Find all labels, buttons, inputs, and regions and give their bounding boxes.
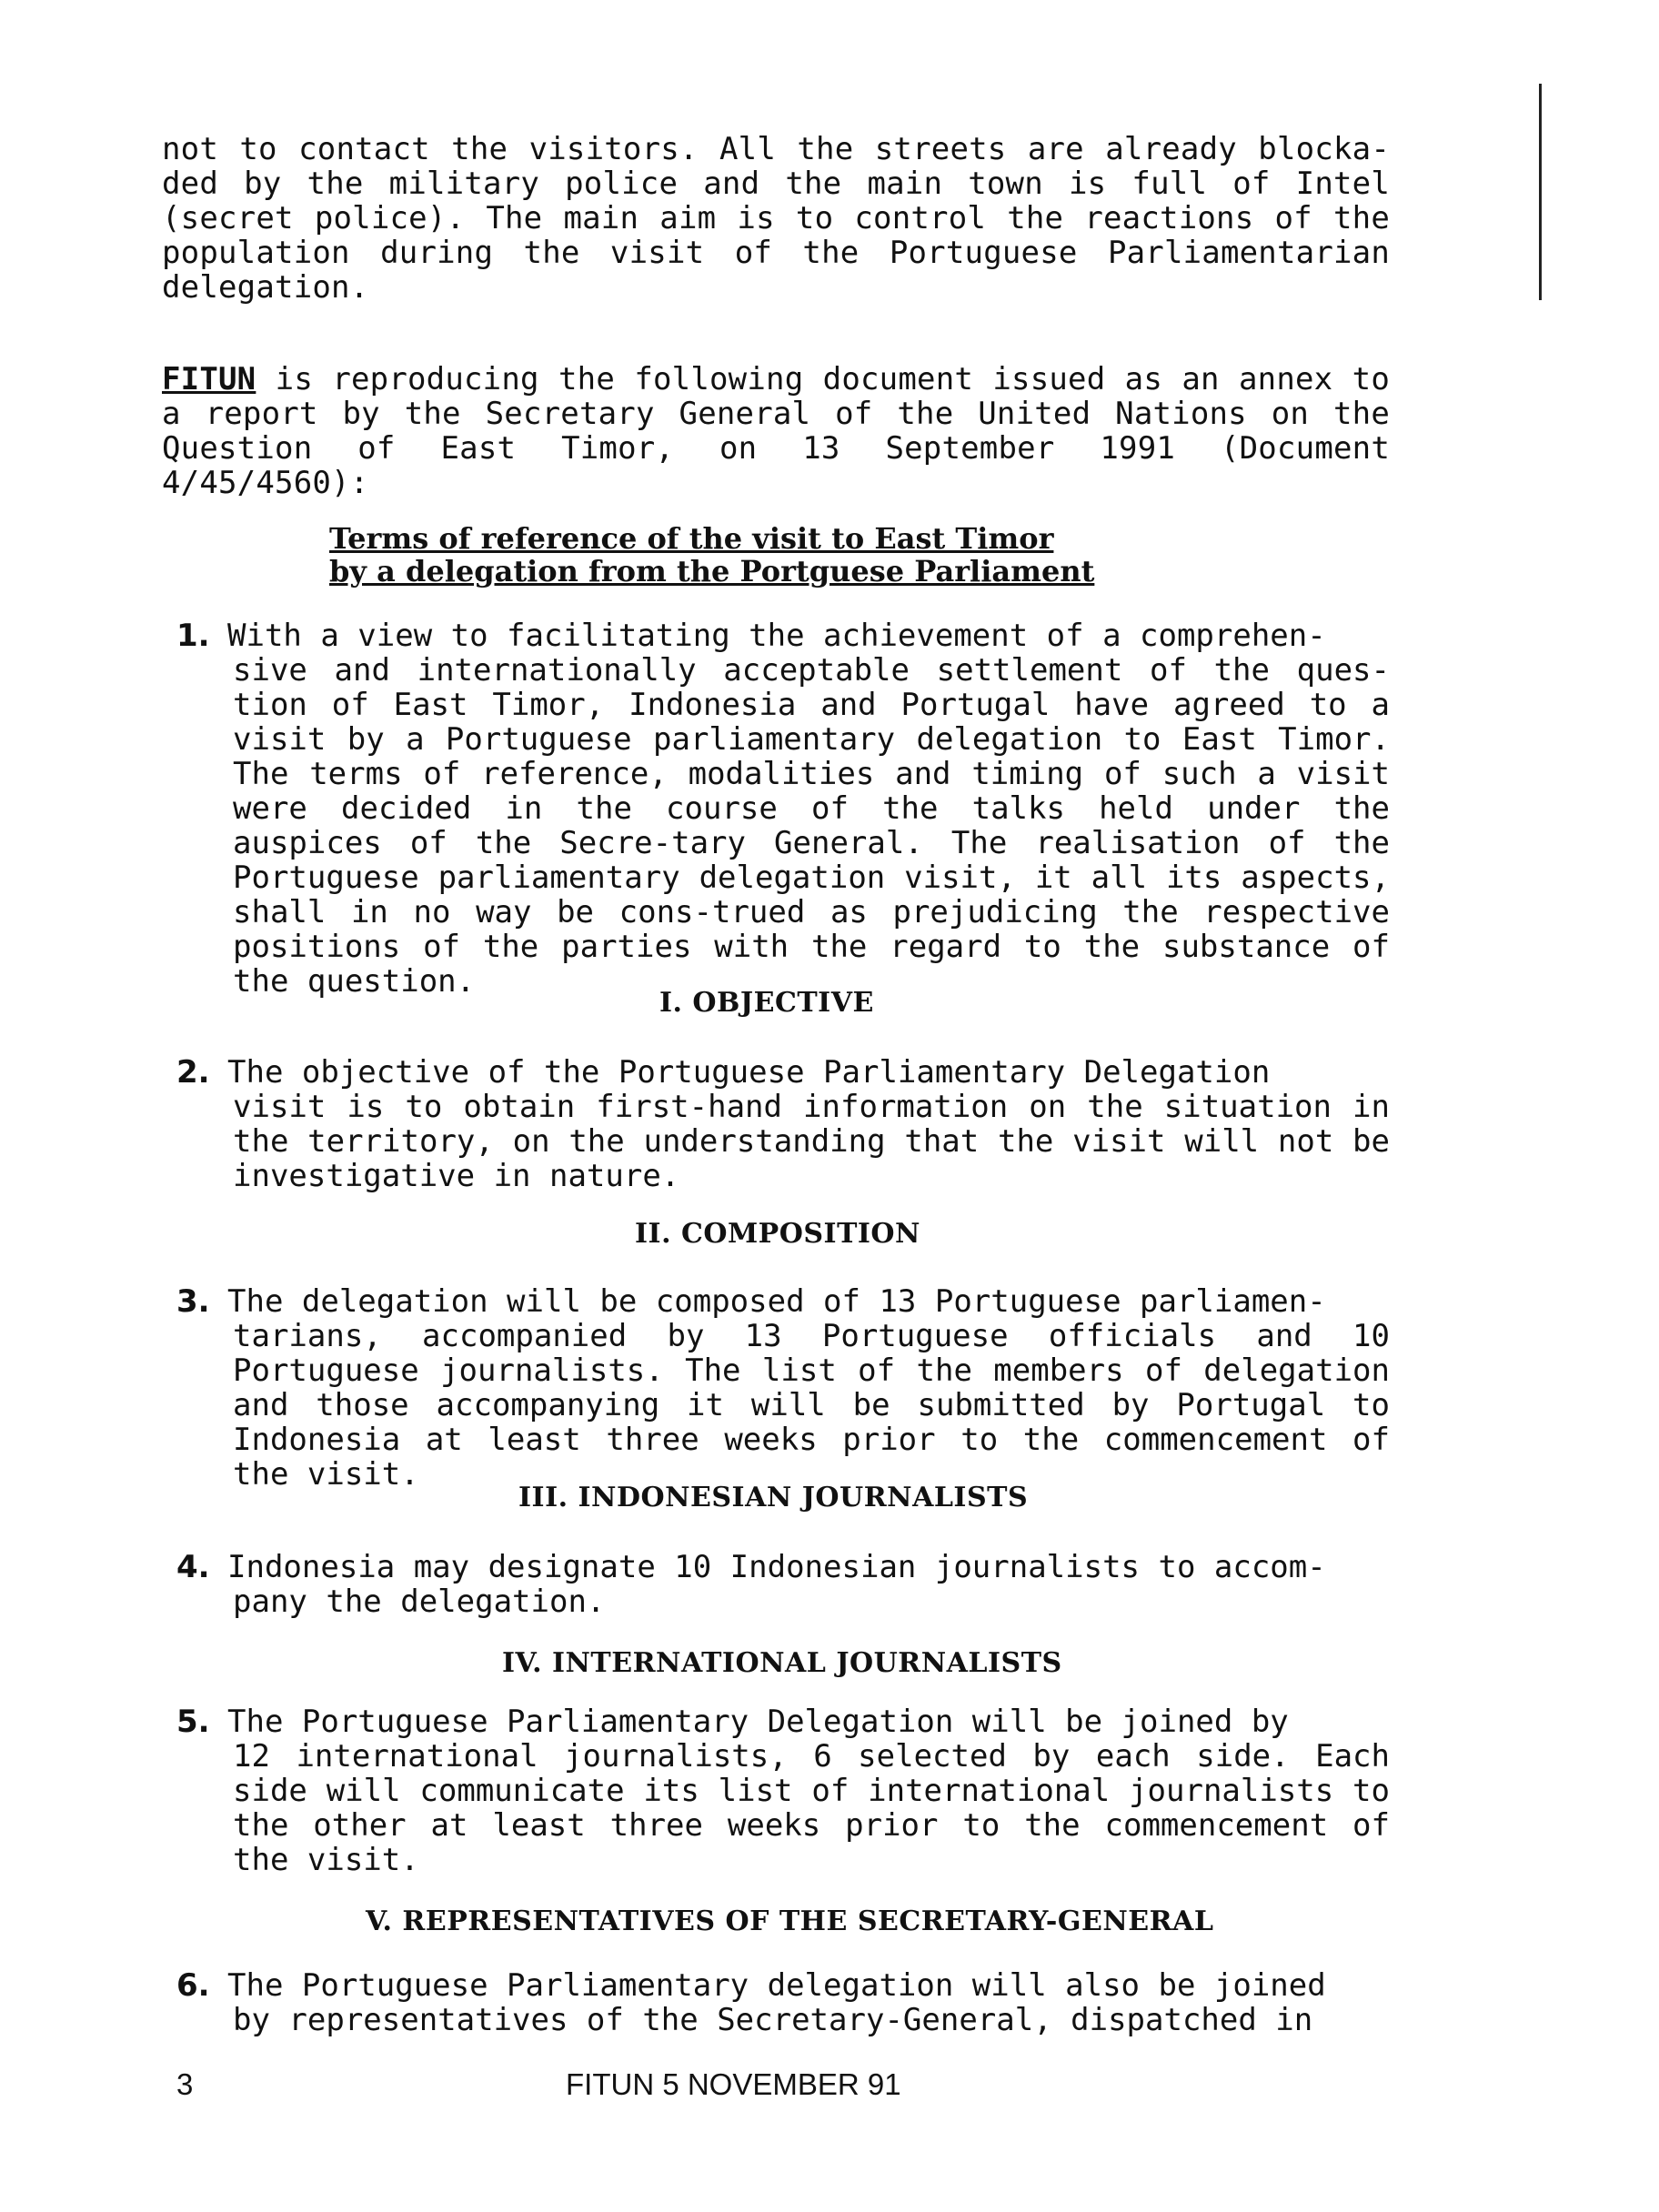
paragraph-number: 2. [176, 1054, 210, 1091]
paragraph-body: pany the delegation. [233, 1584, 606, 1620]
paragraph-3 [162, 1284, 1390, 1492]
section-heading-objective: I. OBJECTIVE [659, 987, 874, 1019]
paragraph-body: by representatives of the Secretary-General, dispatched in [233, 2002, 1313, 2038]
paragraph-first-line: Indonesia may designate 10 Indonesian journalists to accom- [227, 1549, 1326, 1585]
paragraph-first-line: The objective of the Portuguese Parliamentary Delegation [227, 1054, 1271, 1091]
paragraph-2 [162, 1055, 1390, 1193]
paragraph-number: 5. [176, 1704, 210, 1740]
paragraph-1 [162, 618, 1390, 999]
intro-paragraph: not to contact the visitors. All the streets are already blocka-ded by the military police and the main town is full of Intel (secret police). The main aim is to control the reactions of the population during the visit of the Portuguese Parliamentarian delegation. [162, 131, 1390, 306]
document-title-line1: Terms of reference of the visit to East Timor [329, 521, 1054, 556]
paragraph-number: 1. [176, 618, 210, 654]
fitun-intro-paragraph [162, 362, 1390, 500]
document-title-line2: by a delegation from the Portguese Parliament [329, 554, 1095, 588]
paragraph-body: 12 international journalists, 6 selected by each side. Each side will communicate its list of international journalists to the other at least three weeks prior to the commencement of the visit. [233, 1738, 1390, 1878]
paragraph-body: sive and internationally acceptable settlement of the ques-tion of East Timor, Indonesia and Portugal have agreed to a visit by a Portuguese parliamentary delegation to East Timor. The terms of reference, modalities and timing of such a visit were decided in the course of the talks held under the auspices of the Secre-tary General. The realisation of the Portuguese parliamentary delegation visit, it all its aspects, shall in no way be cons-trued as prejudicing the respective positions of the parties with the regard to the substance of the question. [233, 652, 1390, 1000]
fitun-intro-text: is reproducing the following document issued as an annex to a report by the Secretary General of the United Nations on the Question of East Timor, on 13 September 1991 (Document 4/45/4560): [162, 361, 1390, 501]
paragraph-first-line: The delegation will be composed of 13 Portuguese parliamen- [227, 1283, 1326, 1320]
paragraph-first-line: The Portuguese Parliamentary delegation will also be joined [227, 1967, 1326, 2004]
page-number: 3 [176, 2067, 194, 2101]
paragraph-number: 6. [176, 1967, 210, 2004]
fitun-brand-text: FITUN [162, 361, 256, 397]
paragraph-body: visit is to obtain first-hand information on the situation in the territory, on the understanding that the visit will not be investigative in nature. [233, 1089, 1390, 1194]
section-heading-indonesian-journalists: III. INDONESIAN JOURNALISTS [518, 1482, 1029, 1513]
paragraph-number: 3. [176, 1283, 210, 1320]
paragraph-first-line: The Portuguese Parliamentary Delegation will be joined by [227, 1704, 1289, 1740]
footer-publication: FITUN 5 NOVEMBER 91 [566, 2067, 901, 2101]
section-heading-representatives: V. REPRESENTATIVES OF THE SECRETARY-GENERAL [366, 1905, 1214, 1937]
section-heading-composition: II. COMPOSITION [635, 1218, 920, 1250]
paragraph-6 [162, 1968, 1390, 2037]
paragraph-first-line: With a view to facilitating the achievement of a comprehen- [227, 618, 1326, 654]
paragraph-body: tarians, accompanied by 13 Portuguese officials and 10 Portuguese journalists. The list of the members of delegation and those accompanying it will be submitted by Portugal to Indonesia at least three weeks prior to the commencement of the visit. [233, 1318, 1390, 1493]
section-heading-international-journalists: IV. INTERNATIONAL JOURNALISTS [502, 1647, 1062, 1679]
paragraph-4 [162, 1550, 1390, 1619]
margin-rule [1539, 84, 1542, 300]
document-title [329, 522, 1221, 588]
paragraph-number: 4. [176, 1549, 210, 1585]
paragraph-5 [162, 1704, 1390, 1877]
